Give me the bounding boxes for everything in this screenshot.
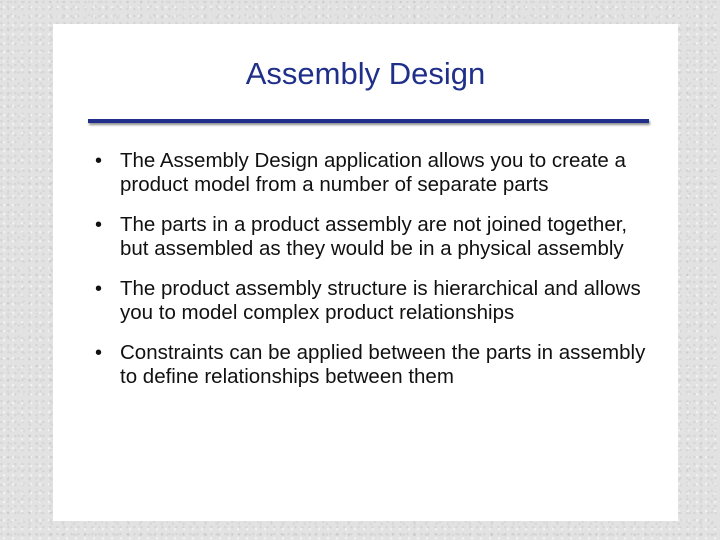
- slide: [53, 24, 678, 521]
- bullet-dot-icon: •: [95, 342, 103, 364]
- bullet-dot-icon: •: [95, 278, 103, 300]
- bullet-item: [95, 277, 655, 325]
- bullet-text: The Assembly Design application allows you to create a product model from a number of separate parts: [120, 149, 626, 196]
- bullet-text: The parts in a product assembly are not joined together, but assembled as they would be in a physical assembly: [120, 213, 628, 260]
- bullet-text: The product assembly structure is hierarchical and allows you to model complex product relationships: [120, 277, 641, 324]
- bullet-item: [95, 341, 655, 389]
- title-underline-rule: [88, 119, 649, 123]
- bullet-item: [95, 149, 655, 197]
- bullet-list: [95, 149, 655, 405]
- bullet-dot-icon: •: [95, 214, 103, 236]
- bullet-text: Constraints can be applied between the parts in assembly to define relationships between them: [120, 341, 646, 388]
- bullet-item: [95, 213, 655, 261]
- bullet-dot-icon: •: [95, 150, 103, 172]
- slide-title: Assembly Design: [245, 56, 486, 91]
